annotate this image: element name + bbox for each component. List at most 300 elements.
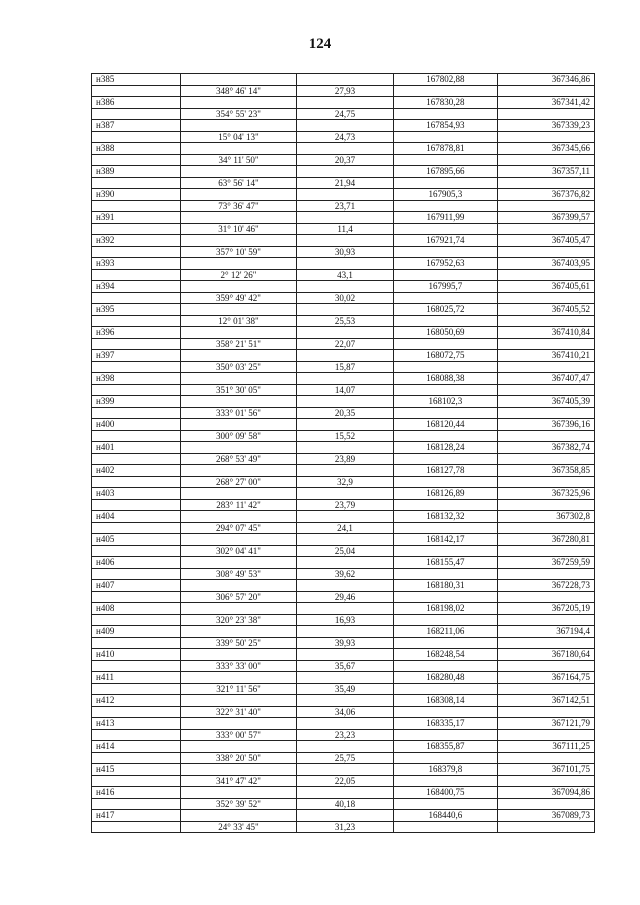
empty-cell: [296, 787, 393, 799]
empty-cell: [181, 488, 297, 500]
empty-cell: [394, 85, 497, 97]
point-name-cell: н405: [92, 534, 181, 546]
empty-cell: [92, 821, 181, 833]
empty-cell: [181, 350, 297, 362]
empty-cell: [296, 810, 393, 822]
empty-cell: [92, 269, 181, 281]
empty-cell: [296, 396, 393, 408]
direction-angle-cell: 322° 31' 40": [181, 706, 297, 718]
empty-cell: [92, 522, 181, 534]
y-coordinate-cell: 367259,59: [497, 557, 594, 569]
point-name-cell: н399: [92, 396, 181, 408]
segment-row: [92, 85, 595, 97]
empty-cell: [181, 281, 297, 293]
empty-cell: [394, 315, 497, 327]
point-name-cell: н392: [92, 235, 181, 247]
direction-angle-cell: 15° 04' 13": [181, 131, 297, 143]
point-row: [92, 649, 595, 661]
empty-cell: [497, 361, 594, 373]
point-row: [92, 488, 595, 500]
point-row: [92, 235, 595, 247]
empty-cell: [296, 488, 393, 500]
segment-row: [92, 430, 595, 442]
segment-row: [92, 269, 595, 281]
y-coordinate-cell: 367205,19: [497, 603, 594, 615]
y-coordinate-cell: 367407,47: [497, 373, 594, 385]
distance-cell: 39,93: [296, 637, 393, 649]
empty-cell: [296, 580, 393, 592]
point-name-cell: н385: [92, 74, 181, 86]
x-coordinate-cell: 168280,48: [394, 672, 497, 684]
point-name-cell: н402: [92, 465, 181, 477]
empty-cell: [394, 660, 497, 672]
direction-angle-cell: 306° 57' 20": [181, 591, 297, 603]
empty-cell: [181, 235, 297, 247]
empty-cell: [92, 223, 181, 235]
empty-cell: [92, 108, 181, 120]
distance-cell: 15,52: [296, 430, 393, 442]
direction-angle-cell: 302° 04' 41": [181, 545, 297, 557]
segment-row: [92, 545, 595, 557]
distance-cell: 32,9: [296, 476, 393, 488]
distance-cell: 27,93: [296, 85, 393, 97]
x-coordinate-cell: 167878,81: [394, 143, 497, 155]
y-coordinate-cell: 367339,23: [497, 120, 594, 132]
segment-row: [92, 499, 595, 511]
y-coordinate-cell: 367357,11: [497, 166, 594, 178]
x-coordinate-cell: 168400,75: [394, 787, 497, 799]
empty-cell: [394, 614, 497, 626]
empty-cell: [296, 281, 393, 293]
distance-cell: 39,62: [296, 568, 393, 580]
coordinates-table: [91, 73, 595, 833]
empty-cell: [497, 292, 594, 304]
empty-cell: [497, 660, 594, 672]
distance-cell: 24,73: [296, 131, 393, 143]
point-row: [92, 787, 595, 799]
empty-cell: [92, 292, 181, 304]
x-coordinate-cell: 167921,74: [394, 235, 497, 247]
empty-cell: [92, 85, 181, 97]
empty-cell: [394, 568, 497, 580]
point-row: [92, 718, 595, 730]
empty-cell: [296, 626, 393, 638]
empty-cell: [296, 120, 393, 132]
direction-angle-cell: 321° 11' 56": [181, 683, 297, 695]
x-coordinate-cell: 168211,06: [394, 626, 497, 638]
empty-cell: [181, 258, 297, 270]
empty-cell: [296, 718, 393, 730]
y-coordinate-cell: 367341,42: [497, 97, 594, 109]
direction-angle-cell: 31° 10' 46": [181, 223, 297, 235]
empty-cell: [394, 177, 497, 189]
x-coordinate-cell: 168025,72: [394, 304, 497, 316]
y-coordinate-cell: 367382,74: [497, 442, 594, 454]
empty-cell: [497, 683, 594, 695]
empty-cell: [92, 177, 181, 189]
x-coordinate-cell: 167952,63: [394, 258, 497, 270]
empty-cell: [394, 729, 497, 741]
distance-cell: 25,04: [296, 545, 393, 557]
direction-angle-cell: 358° 21' 51": [181, 338, 297, 350]
direction-angle-cell: 333° 33' 00": [181, 660, 297, 672]
empty-cell: [181, 810, 297, 822]
segment-row: [92, 706, 595, 718]
point-row: [92, 764, 595, 776]
point-row: [92, 442, 595, 454]
empty-cell: [296, 534, 393, 546]
distance-cell: 15,87: [296, 361, 393, 373]
x-coordinate-cell: 167830,28: [394, 97, 497, 109]
empty-cell: [296, 672, 393, 684]
empty-cell: [497, 384, 594, 396]
y-coordinate-cell: 367280,81: [497, 534, 594, 546]
y-coordinate-cell: 367194,4: [497, 626, 594, 638]
empty-cell: [181, 603, 297, 615]
point-name-cell: н409: [92, 626, 181, 638]
empty-cell: [92, 407, 181, 419]
y-coordinate-cell: 367410,21: [497, 350, 594, 362]
empty-cell: [394, 223, 497, 235]
segment-row: [92, 223, 595, 235]
empty-cell: [394, 154, 497, 166]
x-coordinate-cell: 167905,3: [394, 189, 497, 201]
direction-angle-cell: 338° 20' 50": [181, 752, 297, 764]
distance-cell: 34,06: [296, 706, 393, 718]
empty-cell: [181, 327, 297, 339]
empty-cell: [394, 407, 497, 419]
x-coordinate-cell: 168050,69: [394, 327, 497, 339]
y-coordinate-cell: 367302,8: [497, 511, 594, 523]
empty-cell: [181, 465, 297, 477]
empty-cell: [394, 338, 497, 350]
distance-cell: 30,02: [296, 292, 393, 304]
empty-cell: [181, 396, 297, 408]
y-coordinate-cell: 367410,84: [497, 327, 594, 339]
point-row: [92, 810, 595, 822]
empty-cell: [394, 683, 497, 695]
empty-cell: [92, 798, 181, 810]
empty-cell: [394, 476, 497, 488]
point-name-cell: н398: [92, 373, 181, 385]
empty-cell: [394, 131, 497, 143]
distance-cell: 25,53: [296, 315, 393, 327]
distance-cell: 20,35: [296, 407, 393, 419]
point-row: [92, 672, 595, 684]
y-coordinate-cell: 367345,66: [497, 143, 594, 155]
distance-cell: 30,93: [296, 246, 393, 258]
empty-cell: [92, 131, 181, 143]
point-name-cell: н391: [92, 212, 181, 224]
x-coordinate-cell: 167995,7: [394, 281, 497, 293]
distance-cell: 23,71: [296, 200, 393, 212]
direction-angle-cell: 351° 30' 05": [181, 384, 297, 396]
empty-cell: [394, 798, 497, 810]
direction-angle-cell: 2° 12' 26": [181, 269, 297, 281]
empty-cell: [394, 752, 497, 764]
empty-cell: [497, 85, 594, 97]
empty-cell: [296, 764, 393, 776]
empty-cell: [92, 729, 181, 741]
empty-cell: [497, 614, 594, 626]
y-coordinate-cell: 367405,52: [497, 304, 594, 316]
empty-cell: [92, 338, 181, 350]
y-coordinate-cell: 367111,25: [497, 741, 594, 753]
point-name-cell: н403: [92, 488, 181, 500]
segment-row: [92, 568, 595, 580]
point-name-cell: н389: [92, 166, 181, 178]
empty-cell: [394, 499, 497, 511]
y-coordinate-cell: 367399,57: [497, 212, 594, 224]
segment-row: [92, 315, 595, 327]
x-coordinate-cell: 168072,75: [394, 350, 497, 362]
point-name-cell: н414: [92, 741, 181, 753]
segment-row: [92, 522, 595, 534]
empty-cell: [92, 591, 181, 603]
empty-cell: [497, 131, 594, 143]
point-row: [92, 212, 595, 224]
empty-cell: [497, 476, 594, 488]
direction-angle-cell: 268° 53' 49": [181, 453, 297, 465]
direction-angle-cell: 268° 27' 00": [181, 476, 297, 488]
direction-angle-cell: 320° 23' 38": [181, 614, 297, 626]
empty-cell: [497, 315, 594, 327]
x-coordinate-cell: 168120,44: [394, 419, 497, 431]
point-row: [92, 465, 595, 477]
x-coordinate-cell: 168180,31: [394, 580, 497, 592]
empty-cell: [497, 154, 594, 166]
empty-cell: [296, 189, 393, 201]
direction-angle-cell: 308° 49' 53": [181, 568, 297, 580]
empty-cell: [296, 511, 393, 523]
empty-cell: [181, 580, 297, 592]
direction-angle-cell: 354° 55' 23": [181, 108, 297, 120]
segment-row: [92, 798, 595, 810]
x-coordinate-cell: 168126,89: [394, 488, 497, 500]
y-coordinate-cell: 367405,39: [497, 396, 594, 408]
empty-cell: [497, 821, 594, 833]
point-row: [92, 281, 595, 293]
empty-cell: [296, 695, 393, 707]
y-coordinate-cell: 367094,86: [497, 787, 594, 799]
point-row: [92, 189, 595, 201]
point-name-cell: н404: [92, 511, 181, 523]
empty-cell: [497, 706, 594, 718]
x-coordinate-cell: 168248,54: [394, 649, 497, 661]
empty-cell: [181, 143, 297, 155]
point-name-cell: н386: [92, 97, 181, 109]
empty-cell: [497, 223, 594, 235]
empty-cell: [497, 798, 594, 810]
empty-cell: [181, 695, 297, 707]
segment-row: [92, 752, 595, 764]
point-name-cell: н416: [92, 787, 181, 799]
segment-row: [92, 637, 595, 649]
distance-cell: 11,4: [296, 223, 393, 235]
empty-cell: [394, 706, 497, 718]
empty-cell: [497, 200, 594, 212]
point-row: [92, 350, 595, 362]
distance-cell: 20,37: [296, 154, 393, 166]
segment-row: [92, 154, 595, 166]
point-name-cell: н406: [92, 557, 181, 569]
point-row: [92, 97, 595, 109]
point-row: [92, 327, 595, 339]
empty-cell: [181, 511, 297, 523]
direction-angle-cell: 24° 33' 45": [181, 821, 297, 833]
x-coordinate-cell: 168128,24: [394, 442, 497, 454]
empty-cell: [181, 120, 297, 132]
empty-cell: [181, 718, 297, 730]
distance-cell: 29,46: [296, 591, 393, 603]
empty-cell: [296, 327, 393, 339]
empty-cell: [497, 430, 594, 442]
segment-row: [92, 361, 595, 373]
point-name-cell: н401: [92, 442, 181, 454]
distance-cell: 21,94: [296, 177, 393, 189]
empty-cell: [296, 235, 393, 247]
direction-angle-cell: 359° 49' 42": [181, 292, 297, 304]
empty-cell: [92, 752, 181, 764]
point-name-cell: н395: [92, 304, 181, 316]
point-name-cell: н407: [92, 580, 181, 592]
empty-cell: [296, 350, 393, 362]
empty-cell: [497, 545, 594, 557]
empty-cell: [296, 557, 393, 569]
direction-angle-cell: 333° 01' 56": [181, 407, 297, 419]
empty-cell: [497, 591, 594, 603]
x-coordinate-cell: 167895,66: [394, 166, 497, 178]
point-row: [92, 120, 595, 132]
y-coordinate-cell: 367101,75: [497, 764, 594, 776]
y-coordinate-cell: 367403,95: [497, 258, 594, 270]
empty-cell: [394, 591, 497, 603]
empty-cell: [394, 269, 497, 281]
point-row: [92, 396, 595, 408]
x-coordinate-cell: 167802,88: [394, 74, 497, 86]
empty-cell: [296, 97, 393, 109]
point-row: [92, 603, 595, 615]
direction-angle-cell: 300° 09' 58": [181, 430, 297, 442]
point-name-cell: н396: [92, 327, 181, 339]
segment-row: [92, 108, 595, 120]
empty-cell: [394, 453, 497, 465]
empty-cell: [92, 200, 181, 212]
y-coordinate-cell: 367121,79: [497, 718, 594, 730]
empty-cell: [394, 522, 497, 534]
distance-cell: 22,05: [296, 775, 393, 787]
point-row: [92, 419, 595, 431]
distance-cell: 14,07: [296, 384, 393, 396]
y-coordinate-cell: 367180,64: [497, 649, 594, 661]
y-coordinate-cell: 367405,47: [497, 235, 594, 247]
y-coordinate-cell: 367346,86: [497, 74, 594, 86]
empty-cell: [296, 442, 393, 454]
x-coordinate-cell: 168335,17: [394, 718, 497, 730]
x-coordinate-cell: 168127,78: [394, 465, 497, 477]
segment-row: [92, 821, 595, 833]
direction-angle-cell: 63° 56' 14": [181, 177, 297, 189]
empty-cell: [92, 476, 181, 488]
point-name-cell: н397: [92, 350, 181, 362]
point-name-cell: н410: [92, 649, 181, 661]
empty-cell: [497, 775, 594, 787]
y-coordinate-cell: 367089,73: [497, 810, 594, 822]
empty-cell: [92, 499, 181, 511]
empty-cell: [181, 649, 297, 661]
point-row: [92, 304, 595, 316]
empty-cell: [92, 706, 181, 718]
point-name-cell: н387: [92, 120, 181, 132]
direction-angle-cell: 73° 36' 47": [181, 200, 297, 212]
empty-cell: [181, 97, 297, 109]
point-row: [92, 74, 595, 86]
segment-row: [92, 453, 595, 465]
empty-cell: [394, 545, 497, 557]
segment-row: [92, 775, 595, 787]
point-row: [92, 580, 595, 592]
point-name-cell: н393: [92, 258, 181, 270]
empty-cell: [296, 465, 393, 477]
empty-cell: [497, 453, 594, 465]
distance-cell: 35,67: [296, 660, 393, 672]
x-coordinate-cell: 168308,14: [394, 695, 497, 707]
segment-row: [92, 407, 595, 419]
empty-cell: [181, 557, 297, 569]
empty-cell: [181, 74, 297, 86]
empty-cell: [92, 361, 181, 373]
point-name-cell: н415: [92, 764, 181, 776]
empty-cell: [497, 108, 594, 120]
segment-row: [92, 476, 595, 488]
distance-cell: 23,89: [296, 453, 393, 465]
empty-cell: [394, 384, 497, 396]
empty-cell: [497, 637, 594, 649]
segment-row: [92, 246, 595, 258]
segment-row: [92, 177, 595, 189]
y-coordinate-cell: 367405,61: [497, 281, 594, 293]
y-coordinate-cell: 367376,82: [497, 189, 594, 201]
segment-row: [92, 292, 595, 304]
point-row: [92, 258, 595, 270]
empty-cell: [181, 672, 297, 684]
empty-cell: [92, 614, 181, 626]
empty-cell: [497, 269, 594, 281]
point-name-cell: н408: [92, 603, 181, 615]
segment-row: [92, 591, 595, 603]
point-row: [92, 557, 595, 569]
point-row: [92, 534, 595, 546]
x-coordinate-cell: 168132,32: [394, 511, 497, 523]
distance-cell: 23,79: [296, 499, 393, 511]
empty-cell: [497, 522, 594, 534]
distance-cell: 16,93: [296, 614, 393, 626]
empty-cell: [181, 442, 297, 454]
empty-cell: [92, 246, 181, 258]
empty-cell: [92, 568, 181, 580]
empty-cell: [92, 154, 181, 166]
x-coordinate-cell: 168142,17: [394, 534, 497, 546]
distance-cell: 22,07: [296, 338, 393, 350]
empty-cell: [181, 373, 297, 385]
empty-cell: [92, 430, 181, 442]
direction-angle-cell: 350° 03' 25": [181, 361, 297, 373]
point-name-cell: н413: [92, 718, 181, 730]
segment-row: [92, 200, 595, 212]
empty-cell: [92, 775, 181, 787]
point-row: [92, 143, 595, 155]
empty-cell: [181, 741, 297, 753]
